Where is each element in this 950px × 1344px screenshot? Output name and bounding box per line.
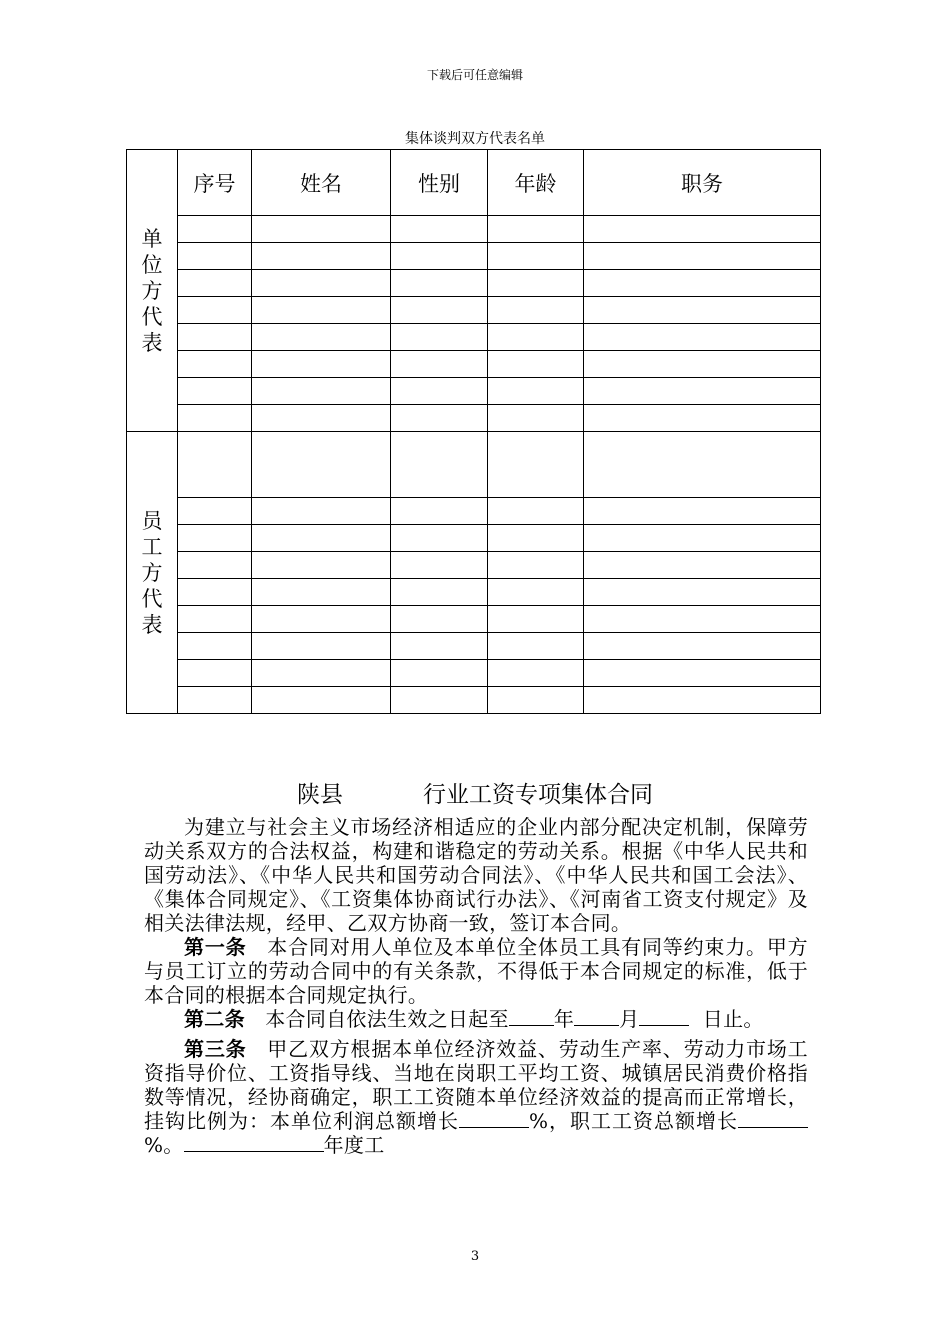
table-row xyxy=(127,498,821,525)
header-age: 年龄 xyxy=(488,150,584,216)
header-seq: 序号 xyxy=(178,150,252,216)
article-3-label: 第三条 xyxy=(184,1037,247,1061)
table-title: 集体谈判双方代表名单 xyxy=(405,131,545,147)
article-1-text: 本合同对用人单位及本单位全体员工具有同等约束力。甲方与员工订立的劳动合同中的有关条款，不得低于本合同规定的标准，低于本合同的根据本合同规定执行。 xyxy=(144,935,808,1007)
contract-title xyxy=(0,776,950,809)
table-row xyxy=(127,552,821,579)
contract-body xyxy=(144,815,808,1157)
article-2-label: 第二条 xyxy=(184,1007,245,1031)
article-3 xyxy=(144,1037,808,1157)
table-row xyxy=(127,432,821,498)
employee-group-label: 员工方代表 xyxy=(127,432,178,714)
month-blank[interactable] xyxy=(574,1007,619,1026)
table-row xyxy=(127,405,821,432)
table-row xyxy=(127,378,821,405)
table-row xyxy=(127,297,821,324)
employer-group-label: 单位方代表 xyxy=(127,150,178,432)
table-row xyxy=(127,606,821,633)
article-2 xyxy=(144,1007,808,1031)
article-3-pct1: %，职工工资总额增长 xyxy=(529,1109,738,1133)
table-row xyxy=(127,243,821,270)
contract-title-county: 陕县 xyxy=(297,782,343,808)
contract-title-main: 行业工资专项集体合同 xyxy=(423,782,653,808)
table-row xyxy=(127,324,821,351)
table-row xyxy=(127,687,821,714)
year-blank[interactable] xyxy=(509,1007,554,1026)
table-row xyxy=(127,270,821,297)
header-gender: 性别 xyxy=(391,150,488,216)
article-2-text: 本合同自依法生效之日起至 xyxy=(265,1007,509,1031)
year-field-blank[interactable] xyxy=(184,1133,324,1152)
article-3-pct2: %。 xyxy=(144,1133,184,1157)
page-number: 3 xyxy=(470,1249,480,1264)
header-name: 姓名 xyxy=(252,150,391,216)
representatives-table xyxy=(126,149,821,714)
month-label: 月 xyxy=(619,1007,640,1031)
article-1 xyxy=(144,935,808,1007)
table-row xyxy=(127,633,821,660)
profit-growth-blank[interactable] xyxy=(459,1109,529,1128)
day-label: 日止。 xyxy=(702,1007,764,1031)
article-3-tail: 年度工 xyxy=(323,1133,385,1157)
table-row xyxy=(127,579,821,606)
article-3-text: 甲乙双方根据本单位经济效益、劳动生产率、劳动力市场工资指导价位、工资指导线、当地在岗职工平均工资、城镇居民消费价格指数等情况，经协商确定，职工工资随本单位经济效益的提高而正常增长，挂钩比例为：本单位利润总额增长 xyxy=(144,1037,808,1133)
preamble: 为建立与社会主义市场经济相适应的企业内部分配决定机制，保障劳动关系双方的合法权益，构建和谐稳定的劳动关系。根据《中华人民共和国劳动法》、《中华人民共和国劳动合同法》、《中华人民共和国工会法》、《集体合同规定》、《工资集体协商试行办法》、《河南省工资支付规定》及相关法律法规，经甲、乙双方协商一致，签订本合同。 xyxy=(144,815,808,935)
day-blank[interactable] xyxy=(639,1007,689,1026)
wage-growth-blank[interactable] xyxy=(738,1109,808,1128)
table-row xyxy=(127,660,821,687)
table-row xyxy=(127,525,821,552)
year-label: 年 xyxy=(553,1007,575,1031)
header-note: 下载后可任意编辑 xyxy=(426,68,523,82)
article-1-label: 第一条 xyxy=(184,935,247,959)
table-row xyxy=(127,351,821,378)
header-position: 职务 xyxy=(584,150,821,216)
table-row xyxy=(127,216,821,243)
